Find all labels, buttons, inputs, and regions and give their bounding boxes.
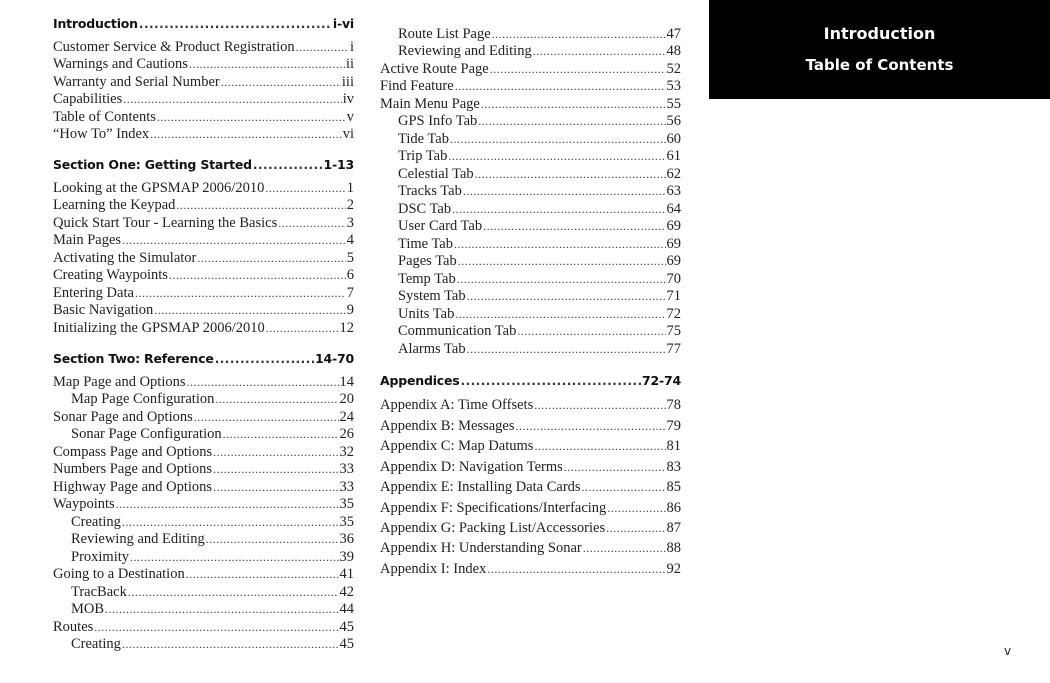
toc-entry-page: 48 xyxy=(666,43,681,59)
toc-entry-label: Compass Page and Options xyxy=(53,444,213,460)
toc-entry-page: 6 xyxy=(346,267,354,283)
toc-entry-trip-tab[interactable] xyxy=(380,148,681,165)
dot-leader xyxy=(475,166,666,183)
toc-entry-page: 78 xyxy=(666,397,681,413)
dot-leader xyxy=(461,373,642,390)
dot-leader xyxy=(607,500,665,517)
toc-entry-looking-at-the-gpsmap-2006-2010[interactable] xyxy=(53,180,354,197)
toc-entry-time-tab[interactable] xyxy=(380,236,681,253)
toc-section-heading-appendices[interactable] xyxy=(380,372,681,390)
toc-entry-basic-navigation[interactable] xyxy=(53,302,354,319)
toc-section-heading-section-one-getting-started[interactable] xyxy=(53,156,354,174)
toc-entry-label: Communication Tab xyxy=(398,323,517,339)
toc-entry-label: Active Route Page xyxy=(380,61,489,77)
dot-leader xyxy=(583,540,666,557)
toc-entry-label: Capabilities xyxy=(53,91,123,107)
toc-entry-page: 33 xyxy=(339,479,354,495)
toc-entry-label: Map Page and Options xyxy=(53,374,186,390)
toc-entry-sonar-page-and-options[interactable] xyxy=(53,409,354,426)
toc-entry-reviewing-and-editing[interactable] xyxy=(380,43,681,60)
dot-leader xyxy=(105,601,338,618)
toc-entry-page: 70 xyxy=(666,271,681,287)
toc-entry-reviewing-and-editing[interactable] xyxy=(53,531,354,548)
toc-entry-page: 35 xyxy=(339,496,354,512)
toc-entry-page: i-vi xyxy=(332,16,354,31)
dot-leader xyxy=(189,56,345,73)
toc-entry-proximity[interactable] xyxy=(53,549,354,566)
toc-entry-label: Quick Start Tour - Learning the Basics xyxy=(53,215,278,231)
toc-entry-compass-page-and-options[interactable] xyxy=(53,444,354,461)
toc-entry-creating-waypoints[interactable] xyxy=(53,267,354,284)
toc-entry-page: 92 xyxy=(666,561,681,577)
dot-leader xyxy=(448,148,665,165)
toc-entry-label: Appendices xyxy=(380,373,460,388)
toc-entry-numbers-page-and-options[interactable] xyxy=(53,461,354,478)
toc-entry-page: 24 xyxy=(339,409,354,425)
toc-entry-capabilities[interactable] xyxy=(53,91,354,108)
toc-entry-page: 69 xyxy=(666,236,681,252)
toc-entry-label: Creating xyxy=(71,514,121,530)
toc-entry-page: 4 xyxy=(346,232,354,248)
dot-leader xyxy=(455,306,665,323)
toc-entry-label: Customer Service & Product Registration xyxy=(53,39,295,55)
toc-entry-page: 33 xyxy=(339,461,354,477)
dot-leader xyxy=(139,16,332,33)
toc-entry-label: Section One: Getting Started xyxy=(53,157,252,172)
toc-entry-page: 60 xyxy=(666,131,681,147)
toc-entry-page: iii xyxy=(341,74,354,90)
toc-entry-warranty-and-serial-number[interactable] xyxy=(53,74,354,91)
toc-entry-warnings-and-cautions[interactable] xyxy=(53,56,354,73)
toc-entry-label: Appendix H: Understanding Sonar xyxy=(380,540,582,556)
dot-leader xyxy=(458,253,666,270)
dot-leader xyxy=(266,320,339,337)
dot-leader xyxy=(169,267,346,284)
toc-entry-page: 61 xyxy=(666,148,681,164)
toc-entry-entering-data[interactable] xyxy=(53,285,354,302)
toc-entry-page: 47 xyxy=(666,26,681,42)
toc-entry-page: 79 xyxy=(666,418,681,434)
dot-leader xyxy=(186,566,339,583)
toc-entry-page: 36 xyxy=(339,531,354,547)
toc-entry-main-menu-page[interactable] xyxy=(380,96,681,113)
dot-leader xyxy=(606,520,665,537)
dot-leader xyxy=(135,285,346,302)
toc-entry-page: 14-70 xyxy=(315,351,354,366)
dot-leader xyxy=(490,61,666,78)
dot-leader xyxy=(116,496,339,513)
dot-leader xyxy=(122,232,346,249)
toc-entry-going-to-a-destination[interactable] xyxy=(53,566,354,583)
toc-entry-main-pages[interactable] xyxy=(53,232,354,249)
dot-leader xyxy=(487,561,665,578)
toc-entry-label: Reviewing and Editing xyxy=(398,43,532,59)
toc-entry-alarms-tab[interactable] xyxy=(380,341,681,358)
toc-entry-page: 26 xyxy=(339,426,354,442)
toc-entry-user-card-tab[interactable] xyxy=(380,218,681,235)
dot-leader xyxy=(516,418,666,435)
toc-entry-communication-tab[interactable] xyxy=(380,323,681,340)
toc-entry-page: 69 xyxy=(666,218,681,234)
toc-entry-page: i xyxy=(349,39,354,55)
toc-entry-label: Time Tab xyxy=(398,236,453,252)
toc-entry-label: Proximity xyxy=(71,549,130,565)
toc-entry-label: Appendix F: Specifications/Interfacing xyxy=(380,500,607,516)
toc-entry-page: 56 xyxy=(666,113,681,129)
dot-leader xyxy=(213,444,338,461)
toc-entry-page: 88 xyxy=(666,540,681,556)
toc-entry-how-to-index[interactable] xyxy=(53,126,354,143)
toc-entry-label: Creating xyxy=(71,636,121,652)
toc-entry-label: MOB xyxy=(71,601,105,617)
dot-leader xyxy=(265,180,345,197)
toc-entry-label: Entering Data xyxy=(53,285,134,301)
dot-leader xyxy=(213,479,338,496)
toc-entry-label: Appendix D: Navigation Terms xyxy=(380,459,563,475)
dot-leader xyxy=(213,461,338,478)
toc-entry-map-page-and-options[interactable] xyxy=(53,374,354,391)
dot-leader xyxy=(130,549,338,566)
toc-entry-page: 64 xyxy=(666,201,681,217)
toc-entry-page: 2 xyxy=(346,197,354,213)
toc-entry-label: Appendix G: Packing List/Accessories xyxy=(380,520,606,536)
toc-entry-page: 63 xyxy=(666,183,681,199)
toc-entry-page: 1 xyxy=(346,180,354,196)
toc-entry-customer-service-product-registration[interactable] xyxy=(53,39,354,56)
toc-entry-quick-start-tour-learning-the-basics[interactable] xyxy=(53,215,354,232)
toc-entry-page: 72-74 xyxy=(642,373,681,388)
toc-entry-label: Basic Navigation xyxy=(53,302,154,318)
toc-entry-label: Routes xyxy=(53,619,94,635)
toc-entry-label: Learning the Keypad xyxy=(53,197,176,213)
toc-entry-tide-tab[interactable] xyxy=(380,131,681,148)
toc-entry-label: Warranty and Serial Number xyxy=(53,74,220,90)
dot-leader xyxy=(154,302,345,319)
toc-entry-label: Numbers Page and Options xyxy=(53,461,213,477)
toc-entry-label: User Card Tab xyxy=(398,218,483,234)
dot-leader xyxy=(467,288,666,305)
toc-entry-label: Main Menu Page xyxy=(380,96,480,112)
toc-section-heading-introduction[interactable] xyxy=(53,15,354,33)
toc-entry-page: 52 xyxy=(666,61,681,77)
toc-entry-page: 9 xyxy=(346,302,354,318)
toc-entry-appendix-g-packing-list-accessories[interactable] xyxy=(380,520,681,537)
toc-entry-label: Introduction xyxy=(53,16,138,31)
dot-leader xyxy=(481,96,666,113)
dot-leader xyxy=(253,157,323,174)
toc-entry-appendix-i-index[interactable] xyxy=(380,561,681,578)
toc-entry-label: GPS Info Tab xyxy=(398,113,478,129)
toc-entry-label: Units Tab xyxy=(398,306,455,322)
toc-entry-label: Main Pages xyxy=(53,232,122,248)
dot-leader xyxy=(452,201,665,218)
toc-entry-page: 45 xyxy=(339,636,354,652)
toc-entry-page: 3 xyxy=(346,215,354,231)
toc-entry-page: 44 xyxy=(339,601,354,617)
toc-entry-tracback[interactable] xyxy=(53,584,354,601)
toc-entry-page: 55 xyxy=(666,96,681,112)
dot-leader xyxy=(278,215,346,232)
toc-entry-label: Appendix A: Time Offsets xyxy=(380,397,534,413)
dot-leader xyxy=(533,43,666,60)
dot-leader xyxy=(206,531,339,548)
toc-entry-label: DSC Tab xyxy=(398,201,452,217)
toc-entry-page: 62 xyxy=(666,166,681,182)
dot-leader xyxy=(150,126,342,143)
toc-entry-label: Map Page Configuration xyxy=(71,391,215,407)
dot-leader xyxy=(534,397,665,414)
toc-entry-label: Appendix I: Index xyxy=(380,561,487,577)
toc-entry-label: Appendix B: Messages xyxy=(380,418,515,434)
toc-entry-page: iv xyxy=(342,91,354,107)
page-title: Table of Contents xyxy=(805,56,954,74)
toc-entry-page: 5 xyxy=(346,250,354,266)
toc-entry-label: Pages Tab xyxy=(398,253,457,269)
dot-leader xyxy=(450,131,666,148)
toc-entry-label: Activating the Simulator xyxy=(53,250,197,266)
toc-entry-creating[interactable] xyxy=(53,636,354,653)
toc-entry-label: Appendix E: Installing Data Cards xyxy=(380,479,581,495)
toc-entry-active-route-page[interactable] xyxy=(380,61,681,78)
toc-entry-label: Tracks Tab xyxy=(398,183,462,199)
dot-leader xyxy=(94,619,338,636)
toc-entry-label: Trip Tab xyxy=(398,148,448,164)
dot-leader xyxy=(221,74,341,91)
toc-entry-page: 75 xyxy=(666,323,681,339)
toc-entry-system-tab[interactable] xyxy=(380,288,681,305)
dot-leader xyxy=(223,426,339,443)
toc-entry-page: 87 xyxy=(666,520,681,536)
toc-entry-label: System Tab xyxy=(398,288,466,304)
toc-entry-page: 7 xyxy=(346,285,354,301)
toc-entry-sonar-page-configuration[interactable] xyxy=(53,426,354,443)
toc-entry-label: Route List Page xyxy=(398,26,491,42)
toc-entry-page: 53 xyxy=(666,78,681,94)
dot-leader xyxy=(215,351,314,368)
toc-entry-label: Looking at the GPSMAP 2006/2010 xyxy=(53,180,265,196)
dot-leader xyxy=(215,391,338,408)
dot-leader xyxy=(455,78,666,95)
dot-leader xyxy=(483,218,665,235)
toc-entry-page: 35 xyxy=(339,514,354,530)
toc-entry-waypoints[interactable] xyxy=(53,496,354,513)
dot-leader xyxy=(478,113,665,130)
toc-entry-page: 85 xyxy=(666,479,681,495)
toc-entry-label: Reviewing and Editing xyxy=(71,531,205,547)
toc-entry-label: Waypoints xyxy=(53,496,115,512)
toc-entry-page: 86 xyxy=(666,500,681,516)
toc-entry-page: 42 xyxy=(339,584,354,600)
dot-leader xyxy=(467,341,666,358)
toc-entry-map-page-configuration[interactable] xyxy=(53,391,354,408)
toc-entry-dsc-tab[interactable] xyxy=(380,201,681,218)
toc-entry-appendix-a-time-offsets[interactable] xyxy=(380,397,681,414)
toc-entry-appendix-f-specifications-interfacing[interactable] xyxy=(380,500,681,517)
page-number: v xyxy=(1004,644,1012,658)
toc-entry-label: Tide Tab xyxy=(398,131,449,147)
toc-entry-label: “How To” Index xyxy=(53,126,150,142)
dot-leader xyxy=(582,479,666,496)
toc-entry-page: 32 xyxy=(339,444,354,460)
dot-leader xyxy=(197,250,345,267)
toc-entry-appendix-b-messages[interactable] xyxy=(380,418,681,435)
toc-entry-appendix-d-navigation-terms[interactable] xyxy=(380,459,681,476)
toc-entry-units-tab[interactable] xyxy=(380,306,681,323)
dot-leader xyxy=(122,636,339,653)
toc-entry-page: 81 xyxy=(666,438,681,454)
toc-entry-celestial-tab[interactable] xyxy=(380,166,681,183)
toc-entry-page: ii xyxy=(345,56,354,72)
toc-entry-temp-tab[interactable] xyxy=(380,271,681,288)
toc-entry-label: Sonar Page and Options xyxy=(53,409,193,425)
toc-entry-label: Section Two: Reference xyxy=(53,351,214,366)
toc-entry-label: Initializing the GPSMAP 2006/2010 xyxy=(53,320,265,336)
toc-entry-gps-info-tab[interactable] xyxy=(380,113,681,130)
toc-entry-label: Temp Tab xyxy=(398,271,456,287)
dot-leader xyxy=(492,26,666,43)
toc-entry-label: Highway Page and Options xyxy=(53,479,213,495)
toc-entry-page: v xyxy=(346,109,354,125)
toc-entry-route-list-page[interactable] xyxy=(380,26,681,43)
toc-entry-page: vi xyxy=(342,126,354,142)
dot-leader xyxy=(534,438,665,455)
toc-entry-routes[interactable] xyxy=(53,619,354,636)
toc-entry-label: Sonar Page Configuration xyxy=(71,426,222,442)
section-header-box xyxy=(709,0,1050,99)
toc-entry-page: 77 xyxy=(666,341,681,357)
dot-leader xyxy=(128,584,339,601)
toc-entry-tracks-tab[interactable] xyxy=(380,183,681,200)
dot-leader xyxy=(194,409,339,426)
toc-entry-page: 14 xyxy=(339,374,354,390)
toc-entry-page: 72 xyxy=(666,306,681,322)
toc-entry-page: 45 xyxy=(339,619,354,635)
toc-entry-label: Table of Contents xyxy=(53,109,156,125)
toc-entry-label: Alarms Tab xyxy=(398,341,466,357)
toc-entry-page: 83 xyxy=(666,459,681,475)
dot-leader xyxy=(123,91,341,108)
toc-entry-appendix-c-map-datums[interactable] xyxy=(380,438,681,455)
dot-leader xyxy=(296,39,349,56)
toc-entry-find-feature[interactable] xyxy=(380,78,681,95)
toc-entry-label: TracBack xyxy=(71,584,127,600)
toc-entry-page: 20 xyxy=(339,391,354,407)
toc-entry-mob[interactable] xyxy=(53,601,354,618)
toc-entry-page: 39 xyxy=(339,549,354,565)
toc-entry-page: 69 xyxy=(666,253,681,269)
toc-entry-appendix-e-installing-data-cards[interactable] xyxy=(380,479,681,496)
toc-entry-learning-the-keypad[interactable] xyxy=(53,197,354,214)
section-name: Introduction xyxy=(823,24,936,43)
toc-entry-label: Appendix C: Map Datums xyxy=(380,438,534,454)
toc-entry-creating[interactable] xyxy=(53,514,354,531)
dot-leader xyxy=(463,183,666,200)
dot-leader xyxy=(176,197,345,214)
toc-entry-label: Going to a Destination xyxy=(53,566,185,582)
toc-entry-label: Find Feature xyxy=(380,78,454,94)
toc-section-heading-section-two-reference[interactable] xyxy=(53,350,354,368)
toc-entry-label: Celestial Tab xyxy=(398,166,474,182)
toc-entry-initializing-the-gpsmap-2006-2010[interactable] xyxy=(53,320,354,337)
toc-entry-label: Warnings and Cautions xyxy=(53,56,188,72)
toc-entry-highway-page-and-options[interactable] xyxy=(53,479,354,496)
toc-entry-page: 41 xyxy=(339,566,354,582)
toc-entry-table-of-contents[interactable] xyxy=(53,109,354,126)
toc-entry-page: 1-13 xyxy=(323,157,354,172)
dot-leader xyxy=(517,323,665,340)
toc-entry-activating-the-simulator[interactable] xyxy=(53,250,354,267)
dot-leader xyxy=(187,374,339,391)
toc-entry-appendix-h-understanding-sonar[interactable] xyxy=(380,540,681,557)
toc-entry-page: 71 xyxy=(666,288,681,304)
toc-entry-page: 12 xyxy=(339,320,354,336)
toc-entry-label: Creating Waypoints xyxy=(53,267,168,283)
toc-entry-pages-tab[interactable] xyxy=(380,253,681,270)
dot-leader xyxy=(157,109,346,126)
dot-leader xyxy=(122,514,339,531)
dot-leader xyxy=(564,459,666,476)
dot-leader xyxy=(457,271,666,288)
dot-leader xyxy=(454,236,666,253)
